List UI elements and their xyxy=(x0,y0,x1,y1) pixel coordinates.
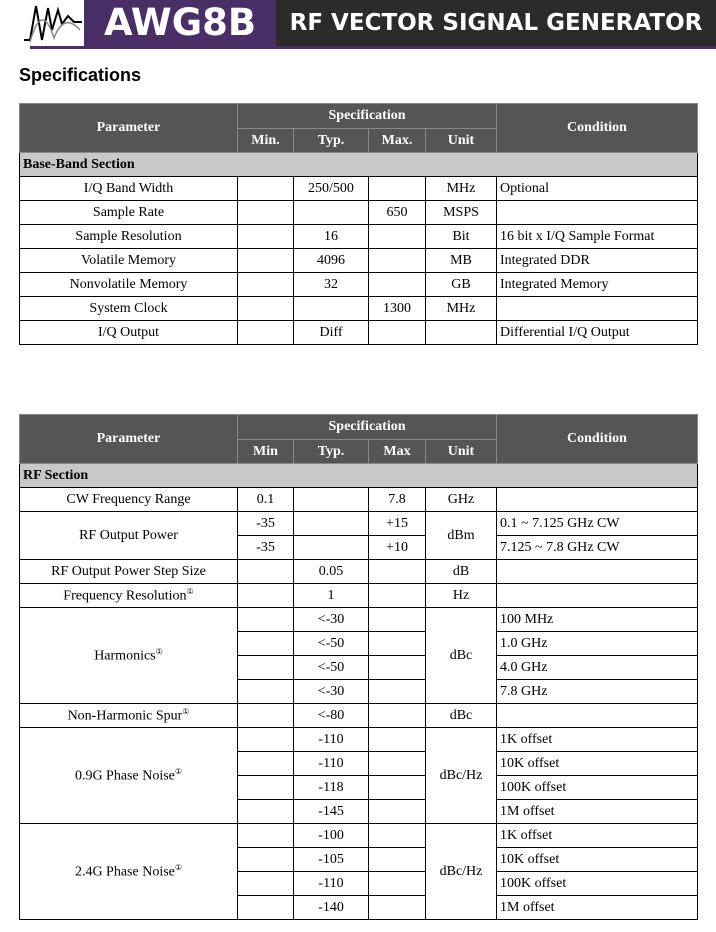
max-cell xyxy=(369,848,426,872)
condition-cell xyxy=(497,488,698,512)
table-row xyxy=(20,177,698,201)
unit-cell: dBm xyxy=(426,512,497,560)
col-header-max: Max xyxy=(369,440,426,464)
param-cell: CW Frequency Range xyxy=(20,488,238,512)
min-cell xyxy=(238,273,294,297)
param-cell: System Clock xyxy=(20,297,238,321)
param-cell: Volatile Memory xyxy=(20,249,238,273)
footnote-mark: ① xyxy=(182,706,190,716)
typ-cell: -100 xyxy=(294,824,369,848)
max-cell xyxy=(369,584,426,608)
condition-cell: 1M offset xyxy=(497,800,698,824)
page-heading: Specifications xyxy=(19,65,142,85)
condition-cell: 1K offset xyxy=(497,728,698,752)
typ-cell: 32 xyxy=(294,273,369,297)
typ-cell: -110 xyxy=(294,872,369,896)
max-cell xyxy=(369,680,426,704)
min-cell xyxy=(238,249,294,273)
min-cell xyxy=(238,728,294,752)
min-cell xyxy=(238,752,294,776)
condition-cell xyxy=(497,584,698,608)
typ-cell: <-50 xyxy=(294,656,369,680)
unit-cell: GB xyxy=(426,273,497,297)
max-cell xyxy=(369,177,426,201)
max-cell: +15 xyxy=(369,512,426,536)
condition-cell: 7.8 GHz xyxy=(497,680,698,704)
max-cell xyxy=(369,728,426,752)
col-header-min: Min xyxy=(238,440,294,464)
document-title: RF VECTOR SIGNAL GENERATOR xyxy=(276,0,716,46)
min-cell xyxy=(238,872,294,896)
typ-cell xyxy=(294,201,369,225)
param-cell: RF Output Power xyxy=(20,512,238,560)
condition-cell: 1.0 GHz xyxy=(497,632,698,656)
condition-cell: Optional xyxy=(497,177,698,201)
condition-cell: 4.0 GHz xyxy=(497,656,698,680)
max-cell: 7.8 xyxy=(369,488,426,512)
unit-cell: dB xyxy=(426,560,497,584)
condition-cell xyxy=(497,201,698,225)
max-cell xyxy=(369,632,426,656)
footnote-mark: ① xyxy=(174,766,183,776)
param-cell: RF Output Power Step Size xyxy=(20,560,238,584)
unit-cell: GHz xyxy=(426,488,497,512)
min-cell xyxy=(238,656,294,680)
min-cell xyxy=(238,896,294,920)
rf-spec-table xyxy=(19,414,698,920)
typ-cell: -140 xyxy=(294,896,369,920)
typ-cell: -105 xyxy=(294,848,369,872)
max-cell: 650 xyxy=(369,201,426,225)
col-header-typ: Typ. xyxy=(294,129,369,153)
table-row xyxy=(20,249,698,273)
table-row xyxy=(20,728,698,752)
typ-cell: 0.05 xyxy=(294,560,369,584)
condition-cell: Integrated Memory xyxy=(497,273,698,297)
condition-cell: 10K offset xyxy=(497,848,698,872)
param-label: Harmonics xyxy=(94,648,156,664)
condition-cell: 16 bit x I/Q Sample Format xyxy=(497,225,698,249)
min-cell xyxy=(238,177,294,201)
condition-cell: 7.125 ~ 7.8 GHz CW xyxy=(497,536,698,560)
footnote-mark: ① xyxy=(155,646,163,656)
unit-cell: MB xyxy=(426,249,497,273)
baseband-spec-table xyxy=(19,103,698,345)
typ-cell: <-30 xyxy=(294,608,369,632)
max-cell: 1300 xyxy=(369,297,426,321)
condition-cell: Differential I/Q Output xyxy=(497,321,698,345)
typ-cell: <-50 xyxy=(294,632,369,656)
param-label: Non-Harmonic Spur xyxy=(67,708,183,724)
table-row xyxy=(20,560,698,584)
typ-cell: -110 xyxy=(294,728,369,752)
max-cell xyxy=(369,225,426,249)
table-row xyxy=(20,704,698,728)
param-cell: Sample Rate xyxy=(20,201,238,225)
condition-cell: 10K offset xyxy=(497,752,698,776)
min-cell xyxy=(238,321,294,345)
min-cell xyxy=(238,297,294,321)
condition-cell xyxy=(497,560,698,584)
header-underline xyxy=(30,46,716,49)
condition-cell: 0.1 ~ 7.125 GHz CW xyxy=(497,512,698,536)
condition-cell: 100K offset xyxy=(497,872,698,896)
max-cell xyxy=(369,608,426,632)
table-row xyxy=(20,512,698,536)
footnote-mark: ① xyxy=(174,862,183,872)
table-row xyxy=(20,824,698,848)
typ-cell xyxy=(294,536,369,560)
table-row xyxy=(20,201,698,225)
max-cell xyxy=(369,249,426,273)
min-cell xyxy=(238,824,294,848)
typ-cell: 16 xyxy=(294,225,369,249)
max-cell xyxy=(369,656,426,680)
unit-cell xyxy=(426,321,497,345)
max-cell xyxy=(369,800,426,824)
col-header-specification: Specification xyxy=(238,104,497,129)
condition-cell xyxy=(497,297,698,321)
condition-cell: 100K offset xyxy=(497,776,698,800)
col-header-max: Max. xyxy=(369,129,426,153)
col-header-unit: Unit xyxy=(426,440,497,464)
unit-cell: dBc/Hz xyxy=(426,824,497,920)
min-cell xyxy=(238,680,294,704)
min-cell xyxy=(238,848,294,872)
col-header-condition: Condition xyxy=(497,415,698,464)
param-cell: Sample Resolution xyxy=(20,225,238,249)
param-cell: Nonvolatile Memory xyxy=(20,273,238,297)
col-header-parameter: Parameter xyxy=(20,415,238,464)
max-cell xyxy=(369,896,426,920)
param-cell xyxy=(20,728,238,824)
min-cell xyxy=(238,560,294,584)
section-title: Base-Band Section xyxy=(20,153,698,177)
min-cell: -35 xyxy=(238,536,294,560)
max-cell xyxy=(369,560,426,584)
max-cell xyxy=(369,752,426,776)
max-cell xyxy=(369,273,426,297)
footnote-mark: ① xyxy=(186,586,194,596)
param-label: 0.9G Phase Noise xyxy=(74,768,175,784)
typ-cell: -145 xyxy=(294,800,369,824)
table-row xyxy=(20,273,698,297)
typ-cell: Diff xyxy=(294,321,369,345)
table-row xyxy=(20,608,698,632)
unit-cell: dBc xyxy=(426,608,497,704)
max-cell: +10 xyxy=(369,536,426,560)
unit-cell: Hz xyxy=(426,584,497,608)
col-header-unit: Unit xyxy=(426,129,497,153)
unit-cell: MHz xyxy=(426,177,497,201)
condition-cell: 1K offset xyxy=(497,824,698,848)
condition-cell: Integrated DDR xyxy=(497,249,698,273)
typ-cell xyxy=(294,297,369,321)
unit-cell: MSPS xyxy=(426,201,497,225)
typ-cell: -110 xyxy=(294,752,369,776)
unit-cell: MHz xyxy=(426,297,497,321)
table-row xyxy=(20,321,698,345)
max-cell xyxy=(369,321,426,345)
param-label: Frequency Resolution xyxy=(63,588,187,604)
table-row xyxy=(20,488,698,512)
typ-cell: <-80 xyxy=(294,704,369,728)
max-cell xyxy=(369,704,426,728)
min-cell: 0.1 xyxy=(238,488,294,512)
table-row xyxy=(20,297,698,321)
col-header-condition: Condition xyxy=(497,104,698,153)
col-header-typ: Typ. xyxy=(294,440,369,464)
min-cell xyxy=(238,584,294,608)
param-cell: I/Q Output xyxy=(20,321,238,345)
typ-cell: 1 xyxy=(294,584,369,608)
min-cell: -35 xyxy=(238,512,294,536)
condition-cell xyxy=(497,704,698,728)
param-cell xyxy=(20,824,238,920)
typ-cell: 4096 xyxy=(294,249,369,273)
unit-cell: dBc xyxy=(426,704,497,728)
min-cell xyxy=(238,201,294,225)
typ-cell: -118 xyxy=(294,776,369,800)
min-cell xyxy=(238,704,294,728)
min-cell xyxy=(238,776,294,800)
typ-cell: 250/500 xyxy=(294,177,369,201)
col-header-specification: Specification xyxy=(238,415,497,440)
min-cell xyxy=(238,800,294,824)
param-label: 2.4G Phase Noise xyxy=(74,864,175,880)
logo-icon xyxy=(22,0,84,49)
table-row xyxy=(20,584,698,608)
min-cell xyxy=(238,608,294,632)
col-header-min: Min. xyxy=(238,129,294,153)
param-cell: I/Q Band Width xyxy=(20,177,238,201)
typ-cell xyxy=(294,488,369,512)
min-cell xyxy=(238,632,294,656)
param-cell xyxy=(20,584,238,608)
min-cell xyxy=(238,225,294,249)
col-header-parameter: Parameter xyxy=(20,104,238,153)
unit-cell: dBc/Hz xyxy=(426,728,497,824)
param-cell xyxy=(20,704,238,728)
condition-cell: 100 MHz xyxy=(497,608,698,632)
section-title: RF Section xyxy=(20,464,698,488)
typ-cell: <-30 xyxy=(294,680,369,704)
max-cell xyxy=(369,824,426,848)
table-row xyxy=(20,225,698,249)
unit-cell: Bit xyxy=(426,225,497,249)
param-cell xyxy=(20,608,238,704)
condition-cell: 1M offset xyxy=(497,896,698,920)
max-cell xyxy=(369,776,426,800)
brand-name: AWG8B xyxy=(84,0,276,46)
header-banner xyxy=(0,0,716,49)
typ-cell xyxy=(294,512,369,536)
max-cell xyxy=(369,872,426,896)
